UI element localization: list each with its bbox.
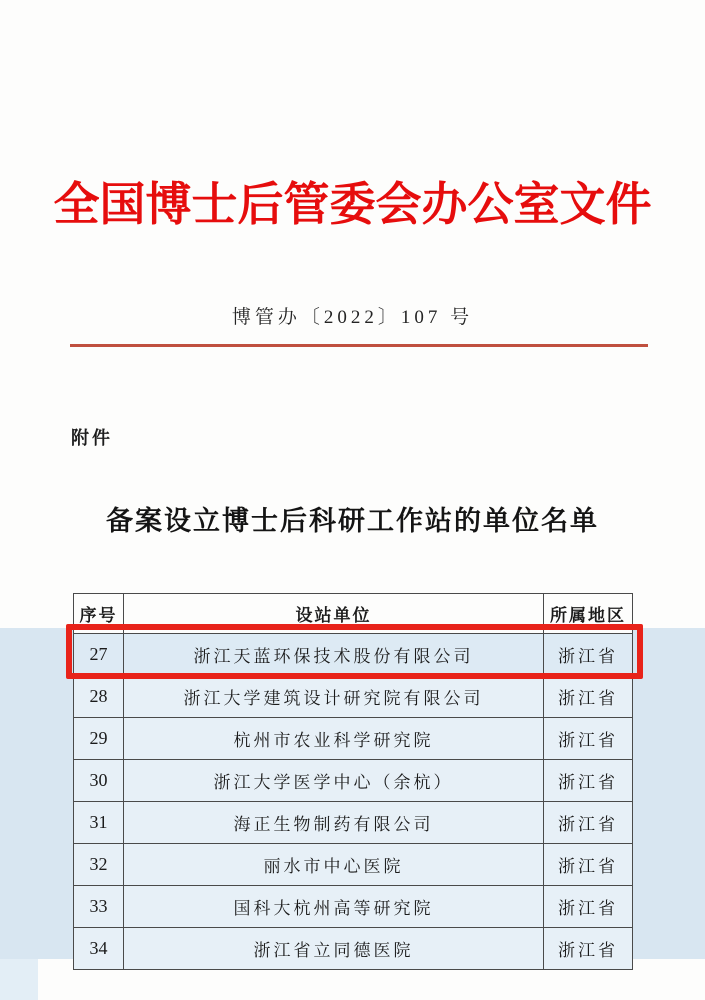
- table-row: [74, 928, 633, 970]
- cell-region: 浙江省: [544, 676, 633, 718]
- document-title: 全国博士后管委会办公室文件: [53, 179, 652, 230]
- red-divider-line: [70, 344, 648, 347]
- cell-no: 33: [74, 886, 124, 928]
- cell-unit: 丽水市中心医院: [124, 844, 544, 886]
- col-header-no: 序号: [74, 594, 124, 634]
- cell-region: 浙江省: [544, 634, 633, 676]
- table-row: [74, 718, 633, 760]
- document-number: 博管办〔2022〕107 号: [231, 307, 474, 328]
- cell-no: 30: [74, 760, 124, 802]
- cell-region: 浙江省: [544, 928, 633, 970]
- cell-region: 浙江省: [544, 718, 633, 760]
- table-row: [74, 634, 633, 676]
- table-row: [74, 802, 633, 844]
- table-title: 备案设立博士后科研工作站的单位名单: [106, 506, 599, 536]
- cell-unit: 海正生物制药有限公司: [124, 802, 544, 844]
- cell-region: 浙江省: [544, 886, 633, 928]
- cell-no: 31: [74, 802, 124, 844]
- cell-region: 浙江省: [544, 844, 633, 886]
- table-row: [74, 844, 633, 886]
- table-row: [74, 886, 633, 928]
- cell-unit: 浙江省立同德医院: [124, 928, 544, 970]
- unit-table: [73, 593, 633, 970]
- cell-unit: 浙江大学医学中心（余杭）: [124, 760, 544, 802]
- col-header-region: 所属地区: [544, 594, 633, 634]
- highlight-band-tail: [0, 959, 38, 1000]
- cell-unit: 浙江天蓝环保技术股份有限公司: [124, 634, 544, 676]
- cell-region: 浙江省: [544, 802, 633, 844]
- cell-unit: 杭州市农业科学研究院: [124, 718, 544, 760]
- table-row: [74, 760, 633, 802]
- cell-unit: 国科大杭州高等研究院: [124, 886, 544, 928]
- cell-no: 34: [74, 928, 124, 970]
- table-row: [74, 676, 633, 718]
- col-header-unit: 设站单位: [124, 594, 544, 634]
- cell-unit: 浙江大学建筑设计研究院有限公司: [124, 676, 544, 718]
- table-header-row: [74, 594, 633, 634]
- cell-no: 29: [74, 718, 124, 760]
- cell-region: 浙江省: [544, 760, 633, 802]
- attachment-label: 附件: [71, 428, 113, 448]
- cell-no: 28: [74, 676, 124, 718]
- cell-no: 32: [74, 844, 124, 886]
- cell-no: 27: [74, 634, 124, 676]
